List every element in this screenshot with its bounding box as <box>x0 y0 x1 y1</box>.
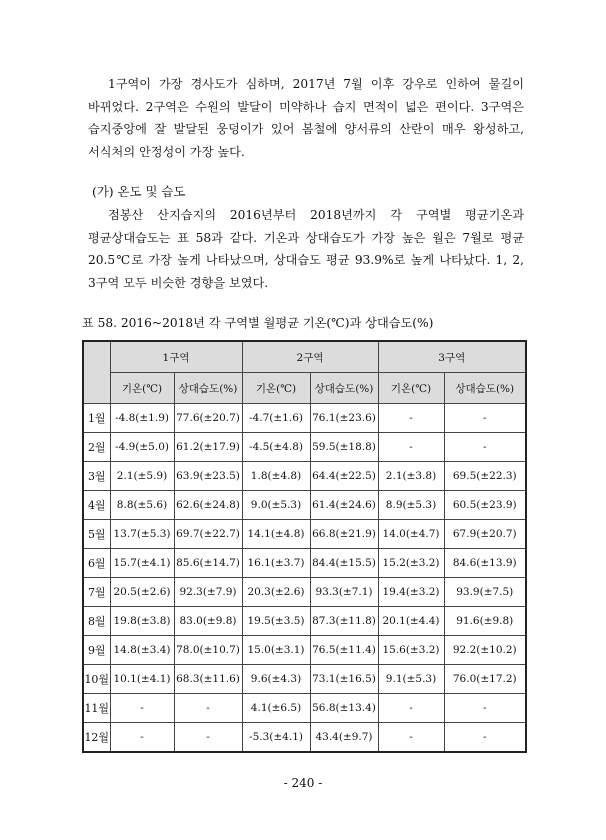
paragraph-line: 서식처의 안정성이 가장 높다. <box>88 144 245 159</box>
value-cell: 69.5(±22.3) <box>444 462 526 491</box>
value-cell: 19.5(±3.5) <box>242 607 310 636</box>
value-cell: 76.5(±11.4) <box>310 636 378 665</box>
value-cell: 92.3(±7.9) <box>174 578 242 607</box>
value-cell: 92.2(±10.2) <box>444 636 526 665</box>
column-header: 상대습도(%) <box>174 373 242 404</box>
value-cell: - <box>110 723 174 753</box>
zone-header: 1구역 <box>110 341 242 373</box>
value-cell: -5.3(±4.1) <box>242 723 310 753</box>
value-cell: 15.0(±3.1) <box>242 636 310 665</box>
value-cell: 69.7(±22.7) <box>174 520 242 549</box>
paragraph-line: 바뀌었다. 2구역은 수원의 발달이 미약하나 습지 면적이 넓은 편이다. 3구역은 <box>88 99 524 114</box>
value-cell: 93.3(±7.1) <box>310 578 378 607</box>
month-cell: 7월 <box>83 578 110 607</box>
paragraph-line: 3구역 모두 비슷한 경향을 보였다. <box>88 275 269 290</box>
paragraph-line: 점봉산 산지습지의 2016년부터 2018년까지 각 구역별 평균기온과 <box>108 208 524 222</box>
value-cell: - <box>378 723 444 753</box>
value-cell: 84.6(±13.9) <box>444 549 526 578</box>
table-body <box>83 404 526 753</box>
month-cell: 10월 <box>83 665 110 694</box>
value-cell: 61.4(±24.6) <box>310 491 378 520</box>
value-cell: 62.6(±24.8) <box>174 491 242 520</box>
table-row <box>83 549 526 578</box>
table-row <box>83 462 526 491</box>
value-cell: - <box>444 404 526 433</box>
value-cell: - <box>174 723 242 753</box>
value-cell: 61.2(±17.9) <box>174 433 242 462</box>
value-cell: 14.8(±3.4) <box>110 636 174 665</box>
value-cell: - <box>378 404 444 433</box>
paragraph-line: 습지중앙에 잘 발달된 웅덩이가 있어 봄철에 양서류의 산란이 매우 왕성하고, <box>88 122 524 137</box>
value-cell: 87.3(±11.8) <box>310 607 378 636</box>
value-cell: 60.5(±23.9) <box>444 491 526 520</box>
value-cell: - <box>174 694 242 723</box>
value-cell: 10.1(±4.1) <box>110 665 174 694</box>
value-cell: 63.9(±23.5) <box>174 462 242 491</box>
value-cell: 9.6(±4.3) <box>242 665 310 694</box>
value-cell: - <box>378 694 444 723</box>
section-heading: (가) 온도 및 습도 <box>92 184 186 199</box>
value-cell: 59.5(±18.8) <box>310 433 378 462</box>
value-cell: 43.4(±9.7) <box>310 723 378 753</box>
value-cell: 78.0(±10.7) <box>174 636 242 665</box>
table-row <box>83 723 526 753</box>
zone-header: 3구역 <box>378 341 526 373</box>
table-caption: 표 58. 2016~2018년 각 구역별 월평균 기온(℃)과 상대습도(%) <box>82 316 434 330</box>
value-cell: 13.7(±5.3) <box>110 520 174 549</box>
value-cell: 56.8(±13.4) <box>310 694 378 723</box>
value-cell: 15.2(±3.2) <box>378 549 444 578</box>
value-cell: 84.4(±15.5) <box>310 549 378 578</box>
value-cell: - <box>444 694 526 723</box>
value-cell: 20.3(±2.6) <box>242 578 310 607</box>
value-cell: 67.9(±20.7) <box>444 520 526 549</box>
value-cell: 8.9(±5.3) <box>378 491 444 520</box>
value-cell: 73.1(±16.5) <box>310 665 378 694</box>
paragraph-line: 20.5℃로 가장 높게 나타났으며, 상대습도 평균 93.9%로 높게 나타났다. 1, 2, <box>88 253 524 268</box>
table-row <box>83 433 526 462</box>
table-zone-header-row <box>83 341 526 373</box>
month-cell: 1월 <box>83 404 110 433</box>
value-cell: - <box>444 723 526 753</box>
value-cell: 19.4(±3.2) <box>378 578 444 607</box>
value-cell: 2.1(±5.9) <box>110 462 174 491</box>
value-cell: - <box>378 433 444 462</box>
climate-table <box>82 340 527 753</box>
value-cell: 76.0(±17.2) <box>444 665 526 694</box>
column-header: 기온(℃) <box>378 373 444 404</box>
value-cell: 9.0(±5.3) <box>242 491 310 520</box>
value-cell: 2.1(±3.8) <box>378 462 444 491</box>
value-cell: 93.9(±7.5) <box>444 578 526 607</box>
value-cell: 15.7(±4.1) <box>110 549 174 578</box>
month-cell: 6월 <box>83 549 110 578</box>
value-cell: -4.7(±1.6) <box>242 404 310 433</box>
value-cell: 68.3(±11.6) <box>174 665 242 694</box>
column-header: 기온(℃) <box>110 373 174 404</box>
value-cell: 9.1(±5.3) <box>378 665 444 694</box>
value-cell: - <box>110 694 174 723</box>
value-cell: 20.5(±2.6) <box>110 578 174 607</box>
value-cell: - <box>444 433 526 462</box>
value-cell: 14.1(±4.8) <box>242 520 310 549</box>
month-cell: 5월 <box>83 520 110 549</box>
month-cell: 11월 <box>83 694 110 723</box>
value-cell: 19.8(±3.8) <box>110 607 174 636</box>
paragraph-temperature-humidity <box>88 204 524 294</box>
value-cell: 83.0(±9.8) <box>174 607 242 636</box>
value-cell: 4.1(±6.5) <box>242 694 310 723</box>
month-cell: 4월 <box>83 491 110 520</box>
table-row <box>83 636 526 665</box>
value-cell: 76.1(±23.6) <box>310 404 378 433</box>
value-cell: -4.5(±4.8) <box>242 433 310 462</box>
month-cell: 2월 <box>83 433 110 462</box>
month-cell: 8월 <box>83 607 110 636</box>
value-cell: 15.6(±3.2) <box>378 636 444 665</box>
column-header: 상대습도(%) <box>444 373 526 404</box>
month-cell: 3월 <box>83 462 110 491</box>
paragraph-zone-description <box>88 73 524 163</box>
month-cell: 9월 <box>83 636 110 665</box>
value-cell: 66.8(±21.9) <box>310 520 378 549</box>
table-corner-cell <box>83 341 110 404</box>
column-header: 기온(℃) <box>242 373 310 404</box>
value-cell: 85.6(±14.7) <box>174 549 242 578</box>
value-cell: 91.6(±9.8) <box>444 607 526 636</box>
paragraph-line: 1구역이 가장 경사도가 심하며, 2017년 7월 이후 강우로 인하여 물길이 <box>108 77 524 91</box>
table-row <box>83 578 526 607</box>
value-cell: 1.8(±4.8) <box>242 462 310 491</box>
table-row <box>83 404 526 433</box>
zone-header: 2구역 <box>242 341 378 373</box>
table-row <box>83 607 526 636</box>
table-row <box>83 694 526 723</box>
table-row <box>83 491 526 520</box>
paragraph-line: 평균상대습도는 표 58과 같다. 기온과 상대습도가 가장 높은 월은 7월로 평균 <box>88 230 524 245</box>
table-row <box>83 665 526 694</box>
value-cell: 14.0(±4.7) <box>378 520 444 549</box>
table-subheader-row <box>83 373 526 404</box>
value-cell: 64.4(±22.5) <box>310 462 378 491</box>
value-cell: -4.9(±5.0) <box>110 433 174 462</box>
value-cell: 8.8(±5.6) <box>110 491 174 520</box>
value-cell: -4.8(±1.9) <box>110 404 174 433</box>
value-cell: 20.1(±4.4) <box>378 607 444 636</box>
month-cell: 12월 <box>83 723 110 753</box>
value-cell: 77.6(±20.7) <box>174 404 242 433</box>
column-header: 상대습도(%) <box>310 373 378 404</box>
page-number: - 240 - <box>283 776 323 790</box>
value-cell: 16.1(±3.7) <box>242 549 310 578</box>
table-row <box>83 520 526 549</box>
